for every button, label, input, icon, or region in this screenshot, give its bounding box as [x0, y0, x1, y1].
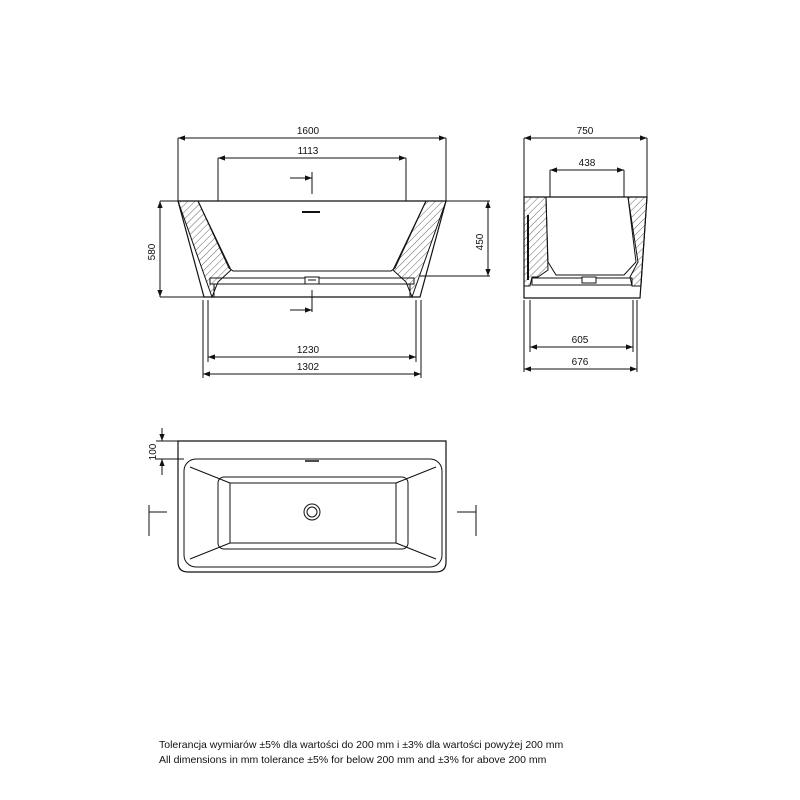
dim-605: 605	[571, 335, 589, 346]
dim-100: 100	[148, 443, 159, 461]
tolerance-note-en: All dimensions in mm tolerance ±5% for below 200 mm and ±3% for above 200 mm	[159, 754, 547, 766]
top-dimension-labels	[148, 443, 159, 460]
dim-676: 676	[571, 357, 589, 368]
front-section-view	[160, 138, 490, 378]
dim-750: 750	[576, 126, 594, 137]
dim-450: 450	[475, 233, 486, 251]
top-basin-floor	[230, 483, 396, 543]
side-inner-basin	[546, 197, 636, 275]
side-dimension-labels	[572, 126, 596, 368]
dim-1230: 1230	[296, 345, 320, 356]
dim-1113: 1113	[297, 146, 319, 157]
top-view	[149, 428, 476, 572]
dim-1302: 1302	[296, 362, 320, 373]
dim-1600: 1600	[296, 126, 320, 137]
side-drain	[582, 277, 596, 283]
dim-580: 580	[147, 243, 158, 261]
top-drain	[304, 504, 320, 520]
tolerance-note-pl: Tolerancja wymiarów ±5% dla wartości do 200 mm i ±3% dla wartości powyżej 200 mm	[159, 739, 564, 751]
dim-438: 438	[578, 158, 596, 169]
top-inner-rim	[184, 459, 442, 567]
